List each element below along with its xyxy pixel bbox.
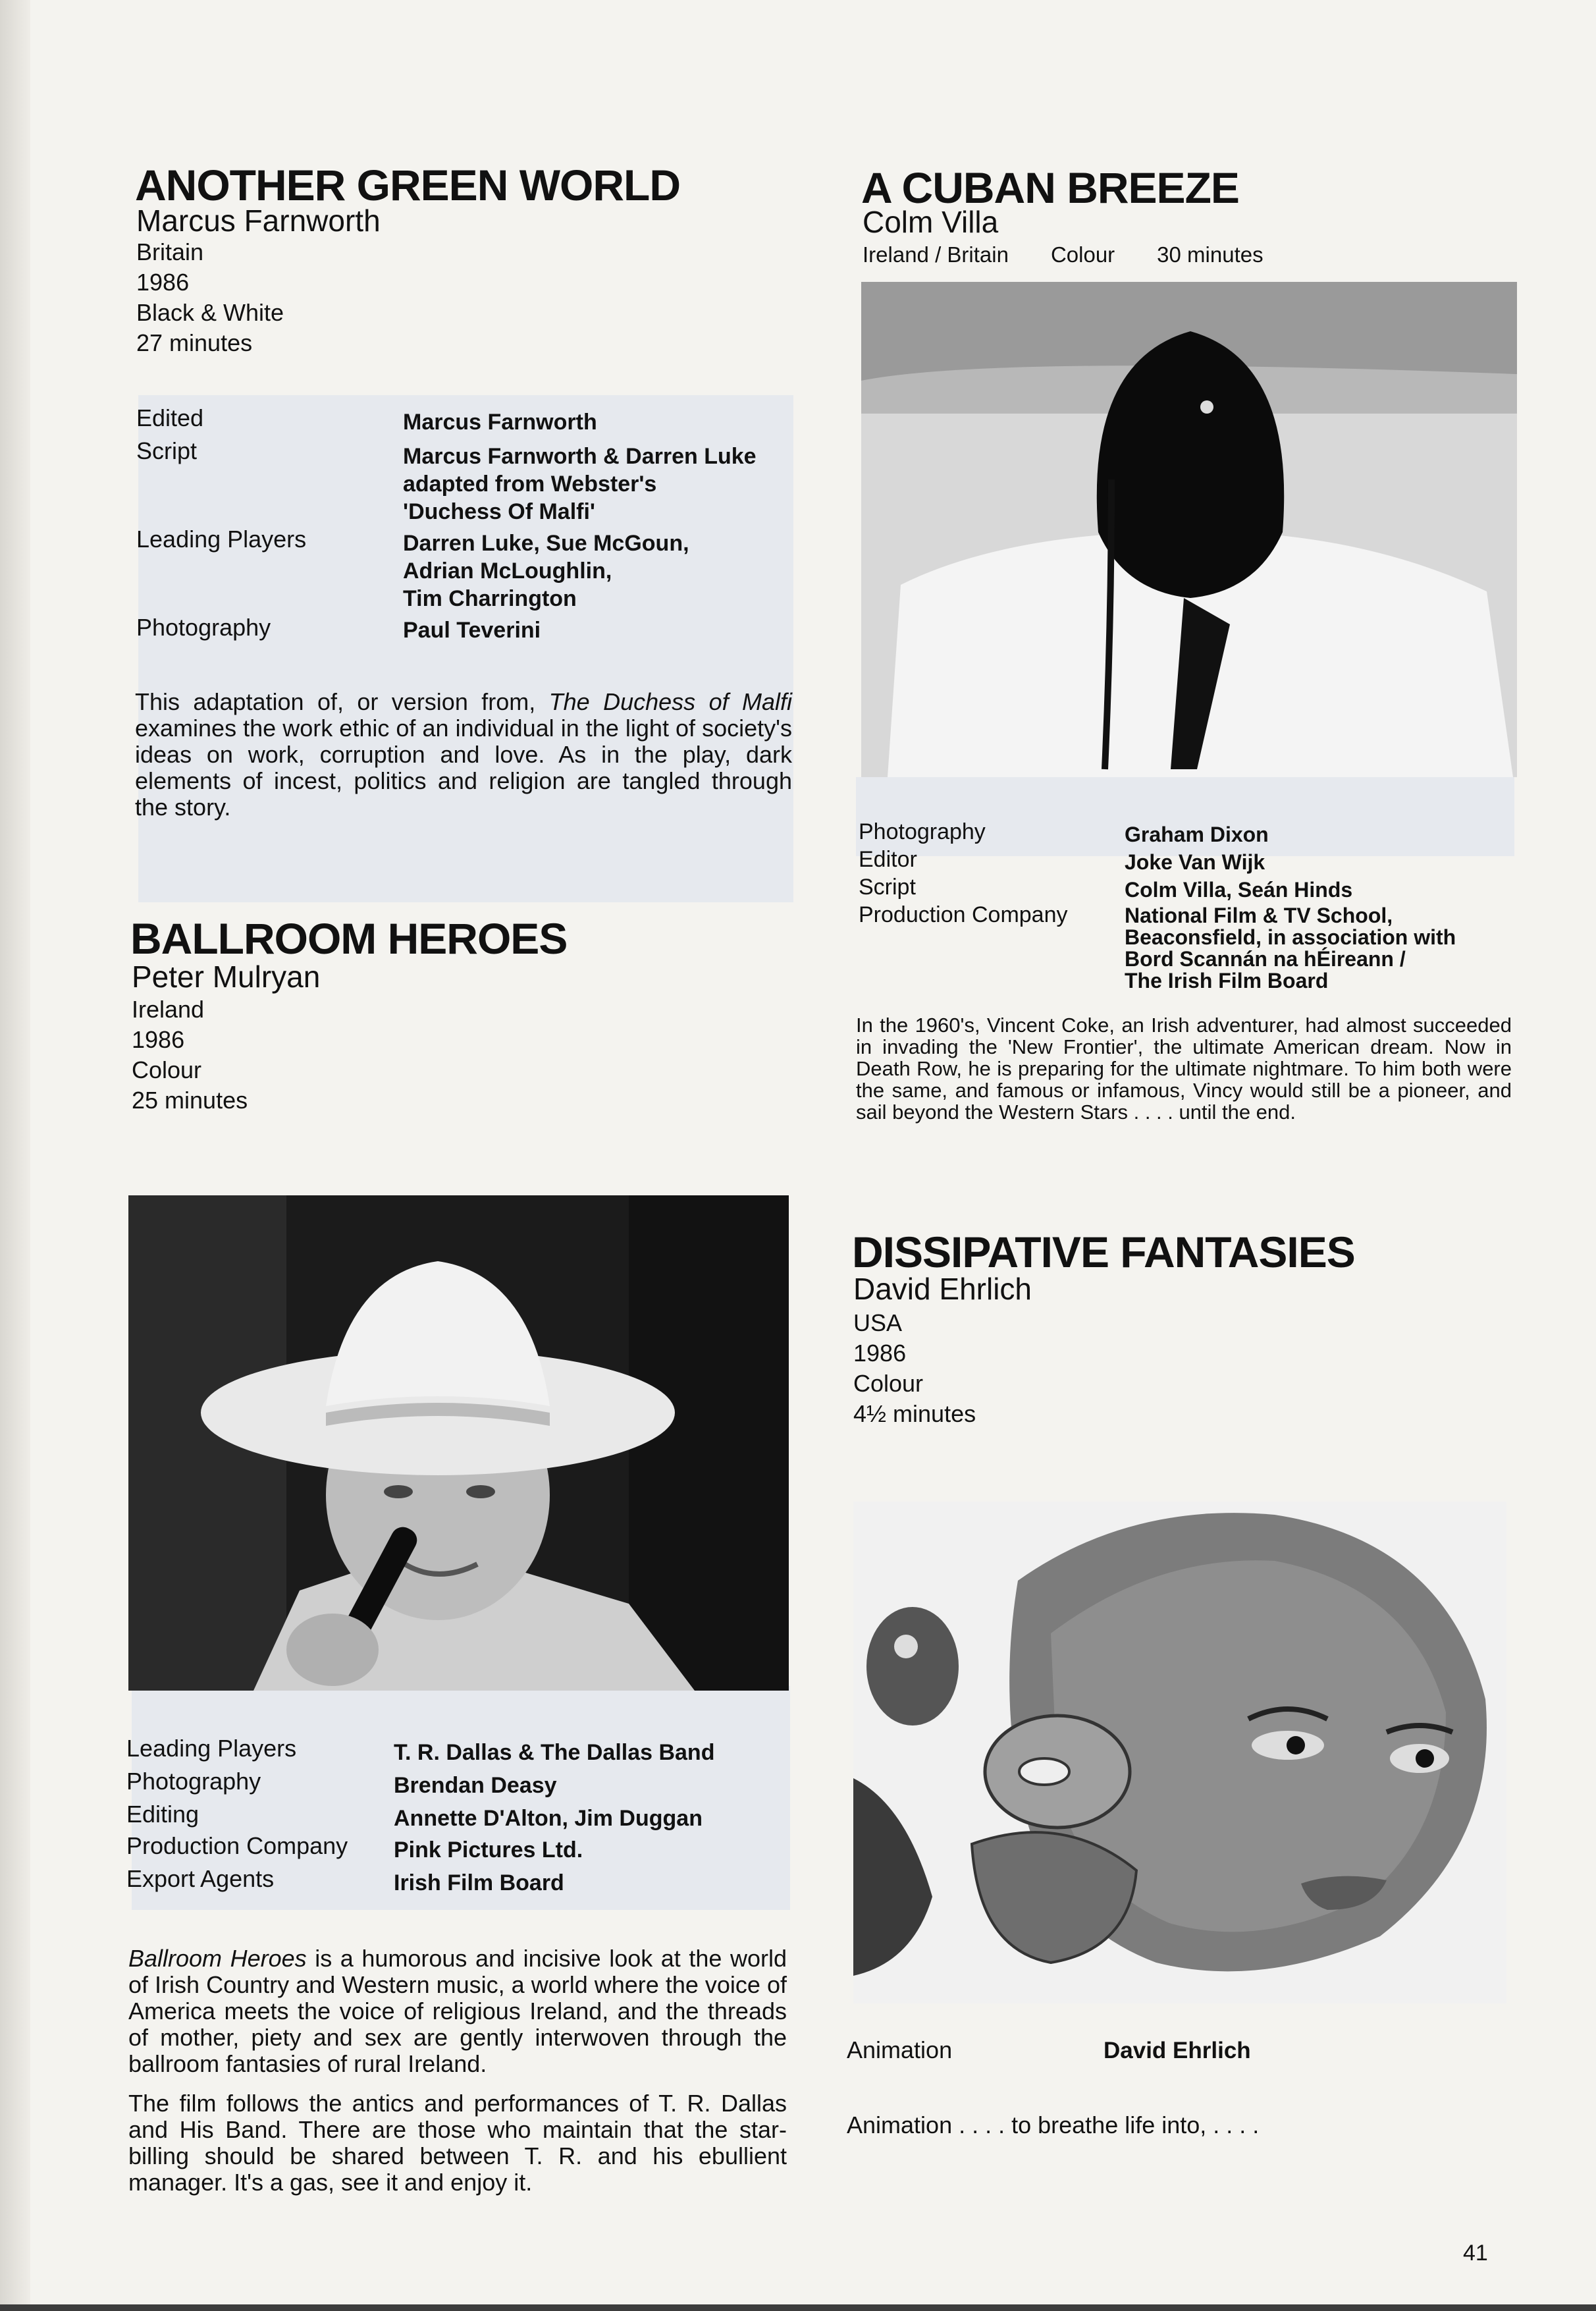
credit-label: Leading Players [126,1735,297,1762]
film-title: ANOTHER GREEN WORLD [135,161,680,209]
credit-label: Script [859,875,916,900]
credit-value: T. R. Dallas & The Dallas Band [394,1740,715,1765]
film-duration: 4½ minutes [853,1400,976,1427]
film-title: A CUBAN BREEZE [861,163,1239,212]
credit-value: National Film & TV School, Beaconsfield, in association with Bord Scannán na hÉireann / The Irish Film Board [1125,904,1456,992]
credit-label: Animation [847,2036,953,2063]
credit-value: Pink Pictures Ltd. [394,1837,583,1862]
credit-label: Production Company [126,1832,348,1859]
film-format: Colour [132,1056,202,1083]
film-year: 1986 [132,1026,185,1053]
film-meta [136,237,284,358]
film-meta [853,1308,976,1429]
credit-label: Editor [859,847,917,872]
credit-value: Paul Teverini [403,618,541,643]
credit-value: Irish Film Board [394,1870,564,1895]
film-director: David Ehrlich [853,1272,1032,1306]
film-director: Colm Villa [863,205,999,239]
film-duration: 27 minutes [136,329,253,356]
film-still-animation-drawing [853,1502,1506,2003]
film-synopsis: In the 1960's, Vincent Coke, an Irish adventurer, had almost succeeded in invading the 'New Frontier', the ultimate American dream. Now in Death Row, he is preparing for the ultimate nightmare. To him both were the same, and famous or infamous, Vincy would still be a pioneer, and sail beyond the Western Stars . . . . until the end. [856,1014,1512,1124]
film-duration: 25 minutes [132,1087,248,1114]
film-country: USA [853,1309,903,1336]
film-director: Peter Mulryan [132,960,321,994]
credit-label: Edited [136,404,204,431]
film-title: BALLROOM HEROES [130,914,568,963]
film-title: DISSIPATIVE FANTASIES [852,1228,1355,1276]
film-still-cowboy-singer [128,1195,789,1691]
credit-label: Leading Players [136,526,307,553]
credit-label: Production Company [859,902,1068,927]
film-format: Colour [1050,242,1115,267]
film-director: Marcus Farnworth [136,204,381,238]
film-country: Ireland / Britain [863,242,1009,267]
film-format: Colour [853,1370,924,1397]
page-bottom-edge [0,2304,1596,2311]
film-meta [132,994,248,1116]
film-duration: 30 minutes [1157,242,1264,267]
film-synopsis: This adaptation of, or version from, The Duchess of Malfi examines the work ethic of an individual in the light of society's ideas on work, corruption and love. As in the play, dark elements of incest, politics and religion are tangled through the story. [135,688,793,821]
film-synopsis: Ballroom Heroes is a humorous and incisive look at the world of Irish Country and Western music, a world where the voice of America meets the voice of religious Ireland, and the threads of mother, piety and sex are gently interwoven through the ballroom fantasies of rural Ireland. [128,1945,787,2077]
credit-value: Colm Villa, Seán Hinds [1125,878,1353,902]
film-tagline: Animation . . . . to breathe life into, . . . . [847,2111,1260,2138]
film-synopsis: The film follows the antics and performances of T. R. Dallas and His Band. There are those who maintain that the star-billing should be shared between T. R. and his ebullient manager. It's a gas, see it and enjoy it. [128,2090,787,2196]
credit-value: Marcus Farnworth & Darren Luke adapted from Webster's 'Duchess Of Malfi' [403,444,757,524]
film-format: Black & White [136,299,284,326]
credit-value: Joke Van Wijk [1125,850,1265,874]
film-country: Ireland [132,996,205,1023]
film-still-hooded-figure [861,282,1517,777]
film-year: 1986 [136,269,190,296]
page-number: 41 [1463,2241,1488,2266]
credit-label: Export Agents [126,1865,275,1892]
credit-label: Editing [126,1801,200,1828]
film-meta [863,240,1306,270]
credit-label: Script [136,437,198,464]
credit-value: Darren Luke, Sue McGoun, Adrian McLoughlin, Tim Charrington [403,531,689,611]
credit-value: Graham Dixon [1125,823,1269,846]
page-binding-edge [0,0,30,2311]
credit-label: Photography [126,1768,261,1795]
credit-value: Brendan Deasy [394,1773,557,1798]
credit-label: Photography [136,614,271,641]
credit-value: David Ehrlich [1104,2038,1251,2063]
film-year: 1986 [853,1340,907,1367]
film-country: Britain [136,238,204,265]
credit-value: Marcus Farnworth [403,410,597,435]
credit-value: Annette D'Alton, Jim Duggan [394,1806,703,1831]
credit-label: Photography [859,819,986,844]
